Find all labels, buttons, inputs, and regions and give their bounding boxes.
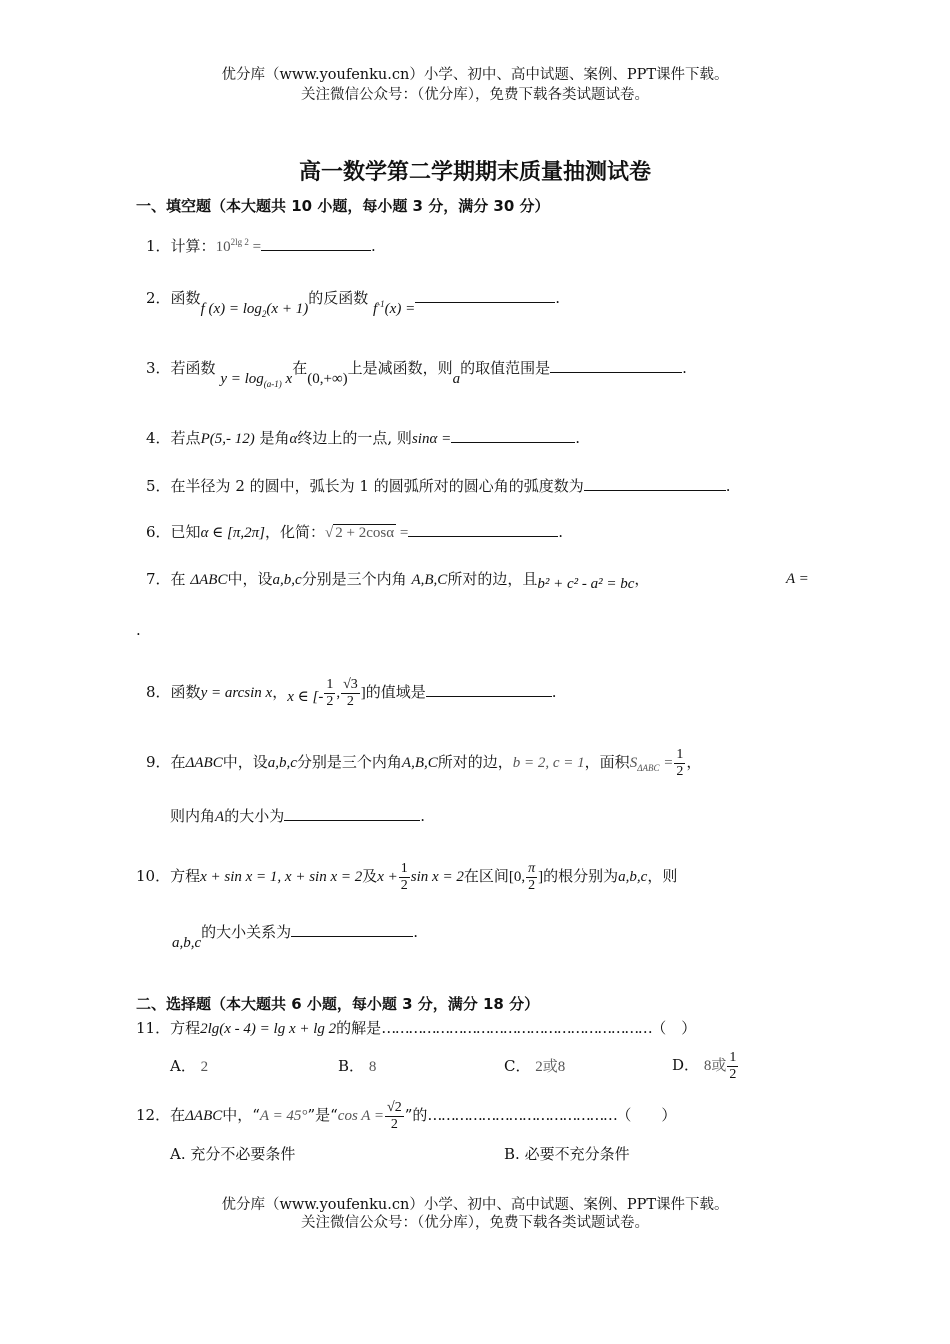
q10-pre: 方程	[170, 867, 201, 885]
q10-t2: 的根分别为	[543, 867, 619, 885]
q10-and: 及	[362, 867, 378, 885]
q9-ABC: A,B,C	[401, 755, 438, 771]
q12-answer-paren[interactable]: （ ）	[616, 1106, 677, 1124]
q11-option-c[interactable]: C． 2或8	[504, 1057, 566, 1075]
q9-t1: 中，设	[222, 753, 268, 771]
q12-frac: $\frac{√2}{2}$	[387, 1099, 402, 1132]
q7-t1: 中，设	[227, 570, 273, 588]
q11-dots: ……………………………………………………	[381, 1019, 652, 1037]
q3-number: 3．	[146, 359, 171, 377]
q10-number: 10．	[136, 867, 171, 885]
q8-frac-1: $\frac{1}{2}$	[326, 676, 334, 709]
q4-sin: sinα =	[411, 431, 452, 447]
q9-abc: a,b,c	[267, 755, 297, 771]
q2-inverse: $f^{-1}(x)$ =	[373, 299, 416, 317]
q12-number: 12．	[136, 1106, 171, 1124]
q11-option-a[interactable]: A． 2	[170, 1057, 209, 1075]
q6-root: √ 2 + 2cosα	[325, 525, 395, 541]
q8-pre: 函数	[170, 683, 201, 701]
q5-answer-blank[interactable]	[584, 476, 726, 491]
q4-answer-blank[interactable]	[451, 428, 575, 443]
q4-pre: 若点	[170, 429, 201, 447]
q10-pi-frac: $\frac{\pi}{2}$	[528, 860, 536, 893]
q4-mid: 是角	[259, 429, 290, 447]
q3-post: 的取值范围是	[460, 359, 551, 377]
q10-interval-a: [0,	[508, 869, 526, 885]
q10-eq2b: sin x = 2	[410, 869, 464, 885]
q5-text: 在半径为 2 的圆中，弧长为 1 的圆弧所对的圆心角的弧度数为	[170, 477, 584, 495]
q6-eq: =	[396, 525, 409, 541]
q10-t1: 在区间	[463, 867, 509, 885]
q10-abc: a,b,c	[618, 869, 648, 885]
q4-number: 4．	[146, 429, 171, 447]
q12-option-b[interactable]: B. 必要不充分条件	[504, 1145, 630, 1163]
q7-pre: 在	[170, 570, 186, 588]
q8-sep: ,	[336, 685, 341, 701]
q7-A: A =	[786, 571, 809, 587]
q3-in: 在	[292, 359, 308, 377]
q4-point: P(5,- 12)	[200, 431, 255, 447]
q2-answer-blank[interactable]	[415, 288, 555, 303]
q7-dot: .	[136, 621, 141, 639]
q9-t5: ，	[686, 753, 702, 771]
q7-abc: a,b,c	[272, 572, 302, 588]
q3-answer-blank[interactable]	[550, 358, 682, 373]
q2-func: f $(x) = \log_2(x + 1)$	[200, 301, 309, 319]
q11-number: 11．	[136, 1019, 171, 1037]
q11-option-b[interactable]: B． 8	[338, 1057, 377, 1075]
q6-answer-blank[interactable]	[408, 522, 558, 537]
q12-t1: 中，“	[222, 1106, 260, 1124]
q10-frac: $\frac{1}{2}$	[400, 860, 408, 893]
q9-area: $S_{\Delta ABC}$ =	[629, 755, 674, 773]
q9-cond: b = 2, c = 1	[512, 755, 585, 771]
q8-answer-blank[interactable]	[426, 682, 552, 697]
q8-comma: ，	[272, 683, 288, 701]
q3-mid: 上是减函数，则	[347, 359, 453, 377]
q12-cos: cos A =	[337, 1108, 385, 1124]
q10-interval-b: ]	[538, 869, 544, 885]
q10-eq1: x + sin x = 1, x + sin x = 2	[200, 869, 363, 885]
q1-eq: =	[248, 239, 262, 255]
question-10	[136, 860, 677, 894]
q4-alpha: α	[289, 431, 298, 447]
question-8: 8．函数y = arcsin x，x ∈ [- $\frac{1}{2}$ , $\frac{√3}{2}$ ]的值域是 .	[146, 676, 557, 709]
q10-t3: ，则	[647, 867, 678, 885]
q9-triangle: ΔABC	[185, 755, 223, 771]
question-10-line-2: a,b,c的大小关系为 .	[172, 923, 418, 951]
q7-number: 7．	[146, 570, 171, 588]
q8-number: 8．	[146, 683, 171, 701]
q7-t2: 分别是三个内角	[301, 570, 407, 588]
q7-t3: 所对的边，且	[447, 570, 538, 588]
q1-answer-blank[interactable]	[261, 236, 371, 251]
q3-pre: 若函数	[170, 359, 216, 377]
q1-text: 计算：	[170, 237, 216, 255]
q1-number: 1．	[146, 237, 171, 255]
q11-answer-paren[interactable]: （ ）	[651, 1019, 697, 1037]
question-11	[136, 1018, 696, 1039]
q9-frac: $\frac{1}{2}$	[676, 746, 684, 779]
question-9-line-2: 则内角A的大小为 .	[170, 807, 425, 825]
q2-pre: 函数	[170, 289, 201, 307]
q9-answer-blank[interactable]	[284, 806, 420, 821]
q2-number: 2．	[146, 289, 171, 307]
q10-eq2a: x +	[377, 869, 398, 885]
q11-equation: 2lg(x - 4) = lg x + lg 2	[200, 1021, 337, 1037]
q3-interval: (0,+∞)	[307, 371, 348, 387]
q12-t2: ”是“	[307, 1106, 338, 1124]
q6-pre: 已知	[170, 523, 201, 541]
q1-expr: 10	[215, 239, 231, 255]
question-9	[146, 746, 701, 780]
question-4: 4．若点P(5,- 12) 是角α终边上的一点, 则sinα = .	[146, 429, 580, 447]
q10-line2-post: 的大小关系为	[201, 923, 292, 941]
q12-cond: A = 45°	[259, 1108, 308, 1124]
q10-answer-blank[interactable]	[291, 922, 413, 937]
q12-dots: ……………………………………	[427, 1106, 617, 1124]
q5-number: 5．	[146, 477, 171, 495]
q6-mid: ，化简：	[265, 523, 326, 541]
page-title: 高一数学第二学期期末质量抽测试卷	[298, 160, 651, 185]
q9-t3: 所对的边，	[437, 753, 513, 771]
footer-line-2: 关注微信公众号：（优分库），免费下载各类试题试卷。	[301, 1215, 649, 1231]
q11-pre: 方程	[170, 1019, 201, 1037]
question-5: 5．在半径为 2 的圆中，弧长为 1 的圆弧所对的圆心角的弧度数为 .	[146, 477, 731, 495]
footer-line-1: 优分库（www.youfenku.cn）小学、初中、高中试题、案例、PPT课件下载。	[221, 1197, 729, 1213]
q6-cond: α ∈ [π,2π]	[200, 525, 265, 541]
question-12	[136, 1096, 676, 1135]
q7-triangle: ΔABC	[190, 572, 228, 588]
question-2: 2．函数f $(x) = \log_2(x + 1)$的反函数 $f^{-1}(x)$ =.	[146, 289, 560, 319]
q9-number: 9．	[146, 753, 171, 771]
q8-close: ]	[360, 685, 366, 701]
q6-number: 6．	[146, 523, 171, 541]
q9-t4: ，面积	[584, 753, 630, 771]
q7-t4: ，	[634, 570, 650, 588]
q7-equation: b² + c² - a² = bc	[537, 576, 635, 592]
q12-pre: 在	[170, 1106, 186, 1124]
header-line-2: 关注微信公众号：（优分库），免费下载各类试题试卷。	[301, 87, 649, 103]
q2-mid: 的反函数	[308, 289, 369, 307]
question-3: 3．若函数 $y = \log_{(a-1)} x$在(0,+∞)上是减函数，则a的取值范围是 .	[146, 359, 687, 389]
q9-t2: 分别是三个内角	[296, 753, 402, 771]
q12-t3: ”的	[404, 1106, 428, 1124]
section-2-heading: 二、选择题（本大题共 6 小题，每小题 3 分，满分 18 分）	[136, 995, 540, 1013]
header-line-1: 优分库（www.youfenku.cn）小学、初中、高中试题、案例、PPT课件下载。	[221, 67, 729, 83]
q9-line2-post: 的大小为	[224, 807, 285, 825]
q9-pre: 在	[170, 753, 186, 771]
q8-func: y = arcsin x	[200, 685, 273, 701]
q8-frac-2: $\frac{√3}{2}$	[343, 676, 358, 709]
q10-line2-abc: a,b,c	[172, 935, 202, 951]
q3-a: a	[452, 371, 461, 387]
q9-A: A	[215, 809, 225, 825]
q11-post: 的解是	[336, 1019, 382, 1037]
q4-mid2: 终边上的一点, 则	[297, 429, 412, 447]
q9-line2-pre: 则内角	[170, 807, 216, 825]
question-6: 6．已知α ∈ [π,2π]，化简：√ 2 + 2cosα = .	[146, 523, 564, 541]
q3-func: $y = \log_{(a-1)} x$	[220, 371, 293, 389]
q12-triangle: ΔABC	[185, 1108, 223, 1124]
question-1: 1．计算：$10^{2lg 2}$ = .	[146, 237, 376, 255]
q8-post: 的值域是	[365, 683, 426, 701]
q11-option-d[interactable]: D． 8或 $\frac{1}{2}$	[672, 1049, 737, 1082]
q8-x: x ∈ [-	[287, 689, 324, 705]
question-7	[146, 569, 649, 590]
section-1-heading: 一、填空题（本大题共 10 小题，每小题 3 分，满分 30 分）	[136, 197, 550, 215]
q7-ABC: A,B,C	[411, 572, 448, 588]
q12-option-a[interactable]: A. 充分不必要条件	[170, 1145, 296, 1163]
q1-exponent: 2lg 2	[230, 237, 249, 247]
